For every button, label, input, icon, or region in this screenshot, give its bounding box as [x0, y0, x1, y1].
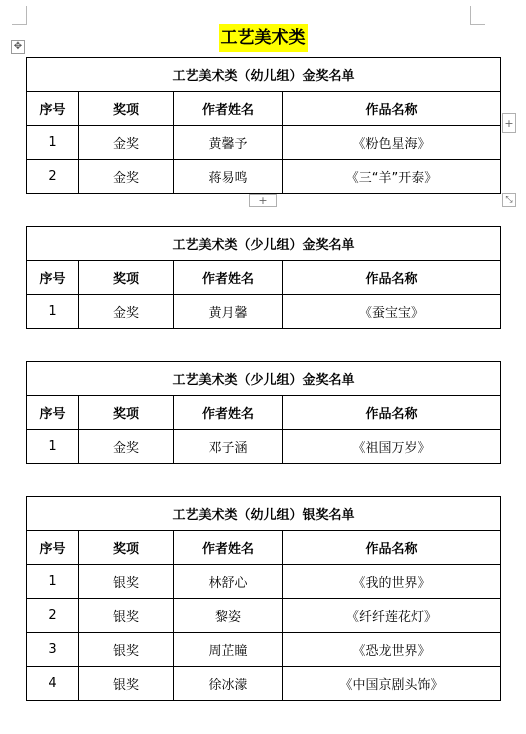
header-index[interactable]: 序号 — [27, 261, 79, 295]
table-row — [27, 565, 501, 599]
header-index[interactable]: 序号 — [27, 92, 79, 126]
header-work-title[interactable]: 作品名称 — [283, 531, 501, 565]
table-caption[interactable]: 工艺美术类（少儿组）金奖名单 — [27, 362, 501, 396]
table-header-row — [27, 396, 501, 430]
cell-author[interactable]: 黄月馨 — [174, 295, 283, 329]
award-table — [26, 226, 501, 329]
header-work-title[interactable]: 作品名称 — [283, 261, 501, 295]
cell-award[interactable]: 金奖 — [79, 126, 174, 160]
table-header-row — [27, 261, 501, 295]
table-row — [27, 430, 501, 464]
cell-index[interactable]: 2 — [27, 599, 79, 633]
award-table — [26, 496, 501, 701]
table-header-row — [27, 92, 501, 126]
cell-work-title[interactable]: 《祖国万岁》 — [283, 430, 501, 464]
header-award[interactable]: 奖项 — [79, 531, 174, 565]
cell-index[interactable]: 1 — [27, 565, 79, 599]
table-row — [27, 160, 501, 194]
table-caption[interactable]: 工艺美术类（幼儿组）金奖名单 — [27, 58, 501, 92]
cell-work-title[interactable]: 《纤纤莲花灯》 — [283, 599, 501, 633]
table-caption-row — [27, 58, 501, 92]
page-margin-corner-top-right — [470, 6, 485, 25]
cell-index[interactable]: 1 — [27, 430, 79, 464]
table-move-handle-icon[interactable]: ✥ — [11, 40, 25, 54]
cell-author[interactable]: 周芷瞳 — [174, 633, 283, 667]
page-margin-corner-top-left — [12, 6, 27, 25]
header-author[interactable]: 作者姓名 — [174, 92, 283, 126]
cell-award[interactable]: 银奖 — [79, 565, 174, 599]
header-work-title[interactable]: 作品名称 — [283, 396, 501, 430]
header-author[interactable]: 作者姓名 — [174, 531, 283, 565]
header-award[interactable]: 奖项 — [79, 261, 174, 295]
add-row-plus-icon[interactable]: + — [249, 194, 277, 207]
cell-index[interactable]: 2 — [27, 160, 79, 194]
header-index[interactable]: 序号 — [27, 531, 79, 565]
cell-index[interactable]: 4 — [27, 667, 79, 701]
table-row — [27, 599, 501, 633]
cell-author[interactable]: 林舒心 — [174, 565, 283, 599]
cell-award[interactable]: 银奖 — [79, 633, 174, 667]
award-table — [26, 57, 501, 194]
cell-work-title[interactable]: 《粉色星海》 — [283, 126, 501, 160]
header-award[interactable]: 奖项 — [79, 396, 174, 430]
table-caption-row — [27, 497, 501, 531]
cell-award[interactable]: 金奖 — [79, 160, 174, 194]
table-header-row — [27, 531, 501, 565]
table-row — [27, 126, 501, 160]
table-caption-row — [27, 227, 501, 261]
cell-work-title[interactable]: 《我的世界》 — [283, 565, 501, 599]
cell-author[interactable]: 黎姿 — [174, 599, 283, 633]
cell-work-title[interactable]: 《中国京剧头饰》 — [283, 667, 501, 701]
cell-award[interactable]: 银奖 — [79, 599, 174, 633]
cell-index[interactable]: 3 — [27, 633, 79, 667]
cell-work-title[interactable]: 《三“羊”开泰》 — [283, 160, 501, 194]
header-author[interactable]: 作者姓名 — [174, 261, 283, 295]
table-row — [27, 633, 501, 667]
cell-author[interactable]: 徐冰濛 — [174, 667, 283, 701]
cell-index[interactable]: 1 — [27, 126, 79, 160]
cell-award[interactable]: 银奖 — [79, 667, 174, 701]
table-caption[interactable]: 工艺美术类（少儿组）金奖名单 — [27, 227, 501, 261]
document-title: 工艺美术类 — [219, 24, 308, 52]
cell-author[interactable]: 蒋易鸣 — [174, 160, 283, 194]
table-row — [27, 295, 501, 329]
table-caption-row — [27, 362, 501, 396]
header-award[interactable]: 奖项 — [79, 92, 174, 126]
cell-author[interactable]: 黄馨予 — [174, 126, 283, 160]
add-column-plus-icon[interactable]: + — [502, 113, 516, 133]
award-table — [26, 361, 501, 464]
header-index[interactable]: 序号 — [27, 396, 79, 430]
cell-award[interactable]: 金奖 — [79, 295, 174, 329]
cell-work-title[interactable]: 《蚕宝宝》 — [283, 295, 501, 329]
cell-index[interactable]: 1 — [27, 295, 79, 329]
table-caption[interactable]: 工艺美术类（幼儿组）银奖名单 — [27, 497, 501, 531]
document-title-block — [0, 24, 526, 52]
header-work-title[interactable]: 作品名称 — [283, 92, 501, 126]
cell-award[interactable]: 金奖 — [79, 430, 174, 464]
cell-work-title[interactable]: 《恐龙世界》 — [283, 633, 501, 667]
table-row — [27, 667, 501, 701]
cell-author[interactable]: 邓子涵 — [174, 430, 283, 464]
header-author[interactable]: 作者姓名 — [174, 396, 283, 430]
table-resize-icon[interactable]: ⤡ — [502, 193, 516, 207]
